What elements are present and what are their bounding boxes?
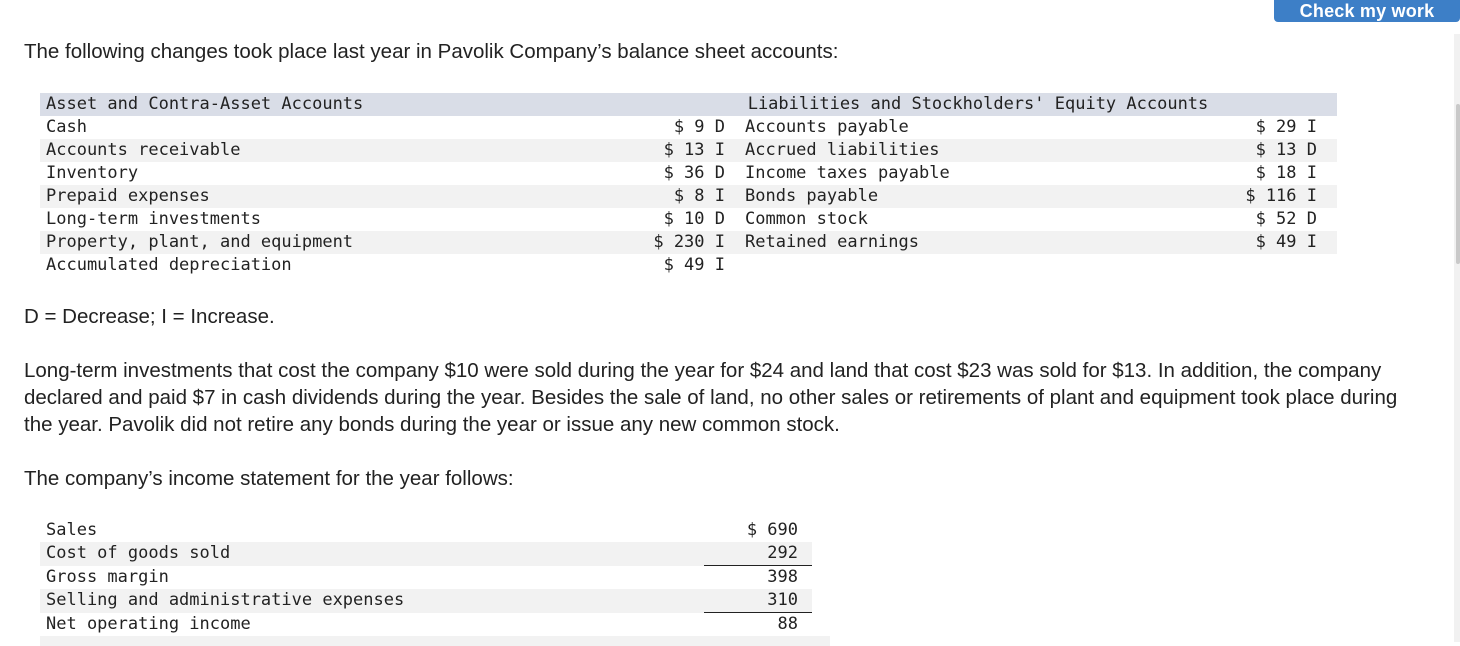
table-row: Gross margin 398 — [46, 566, 798, 587]
table-row: Cost of goods sold 292 — [40, 542, 812, 566]
table-row: Property, plant, and equipment $ 230 I Retained earnings $ 49 I — [40, 231, 1337, 254]
table-row: Prepaid expenses $ 8 I Bonds payable $ 116 I — [40, 185, 1337, 208]
table-row: Selling and administrative expenses 310 — [40, 589, 812, 613]
table-row-cut-off — [40, 636, 830, 646]
right-header: Liabilities and Stockholders' Equity Accounts — [739, 93, 1217, 116]
left-header: Asset and Contra-Asset Accounts — [40, 93, 632, 116]
table-row: Cash $ 9 D Accounts payable $ 29 I — [46, 117, 1317, 137]
table-row: Inventory $ 36 D Income taxes payable $ 18 I — [46, 163, 1317, 183]
table-row: Accounts receivable $ 13 I Accrued liabilities $ 13 D — [40, 139, 1337, 162]
table-row: Sales $ 690 — [46, 520, 798, 540]
details-paragraph: Long-term investments that cost the company $10 were sold during the year for $24 and land that cost $23 was sold for $13. In addition, the company declared and paid $7 in cash dividends during the year. Besides the sale of land, no other sales or retirements of plant and equipment took place during the year. Pavolik did not retire any bonds during the year or issue any new common stock. — [24, 359, 1398, 436]
legend-text: D = Decrease; I = Increase. — [24, 305, 275, 328]
table-row: Net operating income 88 — [46, 613, 798, 634]
table-row: Accumulated depreciation $ 49 I — [46, 255, 725, 275]
balance-sheet-changes-table — [40, 93, 1337, 277]
page-scrollbar[interactable] — [1454, 34, 1460, 642]
income-statement-table — [40, 519, 812, 636]
check-my-work-button[interactable]: Check my work — [1274, 0, 1460, 22]
income-intro-text: The company’s income statement for the year follows: — [24, 467, 514, 490]
table-header-row — [40, 93, 1337, 116]
intro-text: The following changes took place last year in Pavolik Company’s balance sheet accounts: — [24, 40, 839, 63]
table-row: Long-term investments $ 10 D Common stock $ 52 D — [46, 209, 1317, 229]
scroll-thumb[interactable] — [1456, 104, 1460, 264]
